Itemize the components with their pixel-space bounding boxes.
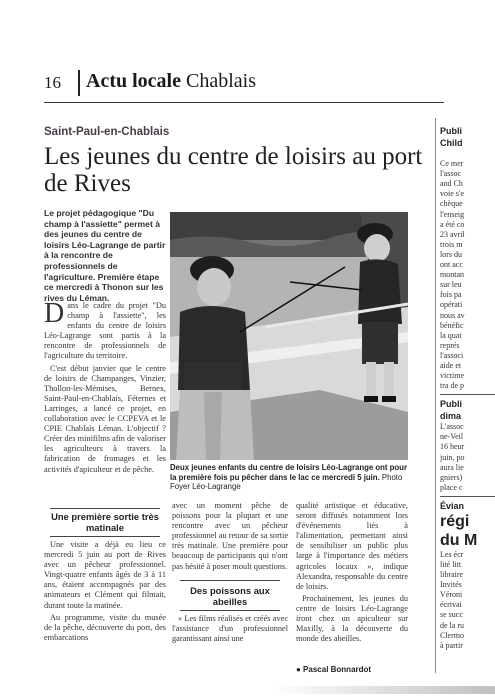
adjacent-articles-strip bbox=[440, 125, 495, 685]
strip-text-line: L'assoc bbox=[440, 422, 464, 432]
article-paragraph: « Les films réalisés et créés avec l'assistance d'un professionnel garantissant ainsi une bbox=[172, 614, 288, 644]
strip-heading: Child bbox=[440, 138, 463, 148]
strip-text-line: Les écr bbox=[440, 549, 464, 559]
strip-text-line: opérati bbox=[440, 300, 463, 310]
strip-text-line: lors du bbox=[440, 249, 462, 259]
strip-rule bbox=[440, 394, 495, 395]
article-column-2-lower bbox=[172, 614, 288, 646]
strip-heading: Publi bbox=[440, 399, 462, 410]
strip-text-line: montan bbox=[440, 270, 464, 280]
article-paragraph: Prochainement, les jeunes du centre de loisirs Léo-Lagrange iront chez un apiculteur sur Maxilly, à la découverte du monde des abeilles. bbox=[296, 593, 408, 644]
fishing-children-photo bbox=[170, 212, 408, 460]
strip-text-line: voie s'e bbox=[440, 189, 464, 199]
strip-text-block bbox=[440, 550, 495, 651]
strip-heading: Publi bbox=[440, 126, 462, 136]
strip-text-block bbox=[440, 422, 495, 493]
page-number: 16 bbox=[44, 73, 61, 92]
article-kicker: Saint-Paul-en-Chablais bbox=[44, 126, 170, 138]
article-photo bbox=[170, 212, 408, 460]
strip-text-line: ont acc bbox=[440, 260, 463, 270]
strip-text-line: écrivai bbox=[440, 600, 462, 610]
subhead-rule-bottom bbox=[50, 536, 160, 537]
photo-caption bbox=[170, 463, 408, 492]
strip-text-line: chèque bbox=[440, 199, 463, 209]
article-paragraph: C'est début janvier que le centre de loisirs de Champanges, Vinzier, Thollon-les-Mémises, Bernex, Saint-Paul-en-Chablais, Féternes et Larringes, a lancé ce projet, en collaboration avec le CCPEVA et le CPIE Chablais Léman. L'objectif ? Créer des minifilms afin de valoriser les agriculteurs à travers la fabrication de fromages et les activités d'apiculteur et de pêche. bbox=[44, 363, 166, 474]
strip-text-block bbox=[440, 149, 495, 391]
article-lead: Le projet pédagogique "Du champ à l'assiette" permet à des jeunes du centre de loisirs Léo-Lagrange de partir à la rencontre de professionnels de l'agriculture. Première étape ce mercredi à Thonon sur les rives du Léman. bbox=[44, 208, 166, 303]
paragraph-text: ans le cadre du projet "Du champ à l'assiette", les enfants du centre de loisirs Léo-Lagrange sont partis à la rencontre de professionnels de l'agriculture du territoire. bbox=[44, 301, 166, 361]
article-column-2 bbox=[172, 501, 288, 574]
strip-text-line: sur leu bbox=[440, 280, 462, 290]
article-paragraph bbox=[44, 298, 166, 362]
strip-text-line: bénéfic bbox=[440, 320, 464, 330]
strip-text-line: 23 avril bbox=[440, 229, 465, 239]
strip-text-line: a été co bbox=[440, 219, 465, 229]
strip-text-line bbox=[440, 149, 495, 159]
strip-text-line: Invités bbox=[440, 580, 462, 590]
strip-text-line: libraire bbox=[440, 570, 464, 580]
strip-heading-big: du M bbox=[440, 531, 478, 549]
subhead-fish-to-bees: Des poissons aux abeilles bbox=[190, 585, 270, 607]
strip-text-line: trois m bbox=[440, 239, 463, 249]
strip-text-line: gniers) bbox=[440, 472, 463, 482]
article-headline: Les jeunes du centre de loisirs au port de Rives bbox=[44, 143, 423, 197]
header-underline bbox=[44, 102, 444, 103]
strip-rule bbox=[440, 496, 495, 497]
strip-heading-big: régi bbox=[440, 512, 470, 530]
strip-text-line: Ce mer bbox=[440, 159, 464, 169]
article-column-3 bbox=[296, 501, 408, 646]
section-title-light: Chablais bbox=[185, 70, 256, 92]
article-byline: ● Pascal Bonnardot bbox=[296, 665, 372, 674]
strip-text-line: se succ bbox=[440, 610, 463, 620]
strip-text-line: l'assoc bbox=[440, 169, 461, 179]
article-column-1-lower bbox=[44, 540, 166, 645]
strip-text-line: de la ru bbox=[440, 620, 464, 630]
drop-cap: D bbox=[44, 298, 65, 329]
strip-text-line: tra de p bbox=[440, 381, 464, 391]
strip-text-line: juin, po bbox=[440, 452, 465, 462]
strip-text-line: and Ch bbox=[440, 179, 463, 189]
strip-text-line: la quat bbox=[440, 330, 462, 340]
article-paragraph: avec un moment pêche de poissons pour la plupart et une rencontre avec un pêcheur professionnel au retour de sa sortie très matinale. Une première pour beaucoup de participants qui n'ont pas hésité à poser moult questions. bbox=[172, 501, 288, 571]
strip-text-line: fois pa bbox=[440, 290, 462, 300]
strip-text-line: Véroni bbox=[440, 590, 463, 600]
strip-text-line: aide et bbox=[440, 360, 462, 370]
subhead-first-outing: Une première sortie très matinale bbox=[51, 511, 159, 533]
section-title bbox=[86, 70, 256, 93]
strip-text-line: l'enseig bbox=[440, 209, 465, 219]
strip-text-line: nous av bbox=[440, 310, 465, 320]
column-separator bbox=[435, 118, 436, 673]
article-paragraph: Une visite a déjà eu lieu ce mercredi 5 juin au port de Rives avec un pêcheur professionnel. Vingt-quatre enfants âgés de 3 à 11 ans, étaient accompagnés par des animateurs et Clément qui filmait, durant toute la matinée. bbox=[44, 540, 166, 610]
strip-text-line: Clermo bbox=[440, 630, 464, 640]
header-divider bbox=[78, 70, 80, 96]
subhead-rule-top bbox=[180, 580, 280, 581]
photo-credit: Photo Foyer Léo-Lagrange bbox=[170, 472, 403, 492]
strip-text-line: place c bbox=[440, 482, 463, 492]
section-title-bold: Actu locale bbox=[86, 70, 181, 92]
article-paragraph: Au programme, visite du musée de la pêche, découverte du port, des embarcations bbox=[44, 612, 166, 642]
strip-text-line: victime bbox=[440, 371, 464, 381]
strip-heading-small: Évian bbox=[440, 500, 465, 511]
subhead-rule-bottom bbox=[180, 610, 280, 611]
strip-text-line: à partir bbox=[440, 640, 463, 650]
strip-text-line: l'associ bbox=[440, 350, 464, 360]
scan-shadow bbox=[270, 686, 495, 694]
strip-heading: dima bbox=[440, 411, 462, 422]
strip-text-line: lité litt bbox=[440, 560, 462, 569]
caption-text: Deux jeunes enfants du centre de loisirs Léo-Lagrange ont pour la première fois pu pêcher dans le lac ce mercredi 5 juin. bbox=[170, 463, 407, 482]
strip-text-line: 16 heur bbox=[440, 442, 465, 452]
article-paragraph: qualité artistique et éducative, seront diffusés notamment lors d'événements liés à l'alimentation, permettant ainsi de sensibiliser un public plus large à l'importance des métiers agricoles locaux », indique Alexandra, responsable du centre de loisirs. bbox=[296, 501, 408, 591]
article-column-1 bbox=[44, 298, 166, 477]
strip-text-line: ne-Veil bbox=[440, 432, 464, 442]
subhead-rule-top bbox=[50, 508, 160, 509]
strip-text-line: aura lie bbox=[440, 462, 464, 472]
strip-text-line: représ bbox=[440, 340, 460, 350]
